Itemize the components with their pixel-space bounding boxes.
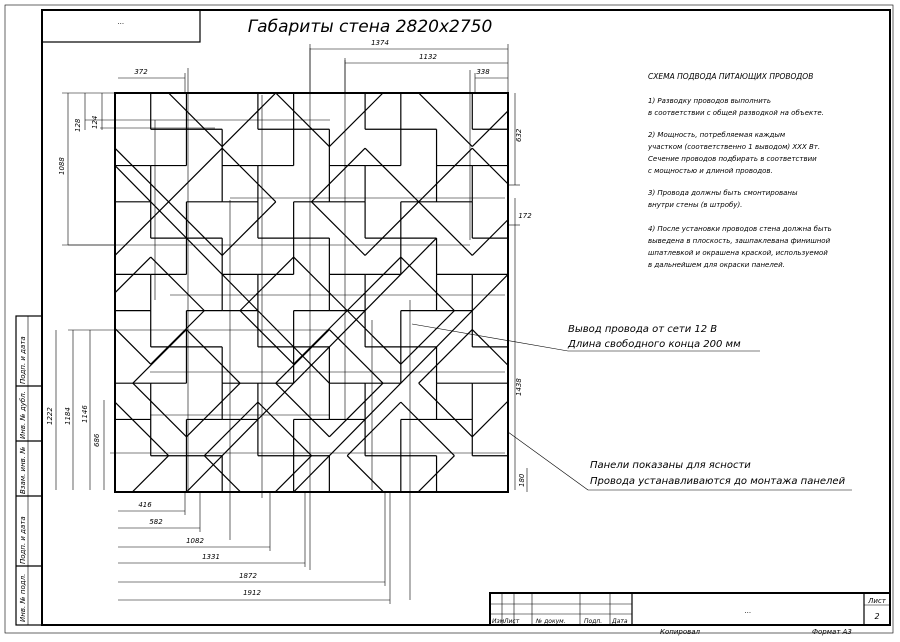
note3-line2: внутри стены (в штробу). [648,201,743,209]
notes-heading: СХЕМА ПОДВОДА ПИТАЮЩИХ ПРОВОДОВ [648,72,814,81]
dim-right-172: 172 [518,212,532,220]
panel-diagonal [240,311,294,365]
drawing-title: Габариты стена 2820х2750 [247,17,493,37]
dim-bottom-1912: 1912 [243,589,261,597]
dim-top-1132: 1132 [419,53,437,61]
panel-diagonal [97,257,151,311]
tb-sheet-label: Лист [868,597,886,605]
dim-top-1374: 1374 [371,39,389,47]
dim-right-1438: 1438 [515,378,523,396]
tb-sheet-number: 2 [874,612,880,621]
dim-right-632: 632 [515,128,523,142]
panel-diagonal [401,257,455,311]
note2-line3: Сечение проводов подбирать в соответствии [648,155,817,163]
panel-diagonal [115,148,169,202]
dim-top-372: 372 [134,68,148,76]
note4-line1: 4) После установки проводов стена должна быть [648,225,832,233]
dim-bottom-1082: 1082 [186,537,204,545]
callout-wire-line2: Длина свободного конца 200 мм [568,339,741,350]
notes-block [647,72,832,269]
dim-bottom-1331: 1331 [202,553,220,561]
top-stamp-text: ... [117,18,125,26]
wall-outline [115,93,508,492]
callout-wire-line1: Вывод провода от сети 12 В [568,324,718,335]
callout-panels-line2: Провода устанавливаются до монтажа панелей [590,476,846,487]
title-block [490,593,890,636]
panel-diagonal [472,39,526,93]
panel-diagonal [312,202,366,256]
tb-header-sign: Подп. [584,618,603,625]
tb-header-doc: № докум. [536,618,566,625]
top-stamp-box [42,10,200,42]
dim-bottom-582: 582 [149,518,163,526]
note2-line1: 2) Мощность, потребляемая каждым [648,131,786,139]
panel-diagonal [276,39,330,93]
note2-line4: с мощностью и длиной проводов. [648,167,773,175]
tb-center: ... [744,607,752,615]
panel-diagonal [151,257,205,311]
panel-diagonal [419,93,473,147]
side-label-5: Инв. № подл. [19,573,27,622]
dim-left-1146: 1146 [81,405,89,423]
note3-line1: 3) Провода должны быть смонтированы [648,189,798,197]
dim-left-1088: 1088 [58,157,66,175]
panel-diagonal [312,148,366,202]
panel-diagonal [61,148,115,202]
dim-left-686: 686 [93,433,101,447]
panel-diagonal [329,93,383,147]
tb-copied: Копировал [660,628,700,636]
panel-diagonal [472,202,526,256]
panel-diagonal [365,148,419,202]
dim-bottom-1872: 1872 [239,572,257,580]
note1-line1: 1) Разводку проводов выполнить [648,97,771,105]
panel-diagonal [204,456,258,510]
panel-diagonal [222,148,276,202]
panel-diagonal [151,311,205,365]
dim-bottom-416: 416 [138,501,152,509]
panel-diagonal [347,257,401,311]
callout-panels-line1: Панели показаны для ясности [590,460,751,471]
panel-diagonal [186,330,240,384]
panel-diagonal [472,330,526,384]
callout-panels [508,432,852,490]
side-label-1: Подп. и дата [19,336,27,384]
panel-diagonal [133,330,187,384]
panel-diagonal [97,311,151,365]
note2-line2: участком (соответственно 1 выводом) ХХХ Вт. [648,143,821,151]
dim-left-1184: 1184 [64,407,72,425]
tb-header-date: Дата [612,618,628,625]
panel-diagonal [169,148,223,202]
note4-line4: в дальнейшем для окраски панелей. [648,261,785,269]
panel-diagonal [419,39,473,93]
tb-header-izm: Изм [492,618,505,625]
panel-diagonal [169,39,223,93]
side-stamp [16,316,42,625]
panel-diagonal [329,39,383,93]
dim-right-180: 180 [518,473,526,487]
dim-left-128: 128 [74,118,82,132]
dim-left-124: 124 [91,115,99,129]
wall-panel-layout [61,39,525,600]
panel-diagonal [61,202,115,256]
side-label-3: Взам. инв. № [19,446,27,494]
panel-diagonal [294,257,348,311]
tb-format: Формат А3 [812,628,852,636]
dim-top-338: 338 [476,68,490,76]
panel-diagonal [419,148,473,202]
panel-diagonal [401,456,455,510]
panel-diagonal [222,39,276,93]
note4-line3: шпатлевкой и окрашена краской, используемой [648,249,828,257]
dim-left-1222: 1222 [46,407,54,425]
panel-diagonal [365,202,419,256]
side-label-2: Инв. № дубл. [19,391,27,439]
panel-diagonal [115,202,169,256]
tb-header-list: Лист [504,618,520,625]
note1-line2: в соответствии с общей разводкой на объекте. [648,109,824,117]
panel-diagonal [472,148,526,202]
panel-diagonal [347,456,401,510]
panel-diagonal [240,257,294,311]
side-label-4: Подп. и дата [19,516,27,564]
panel-diagonal [61,456,115,510]
note4-line2: выведена в плоскость, зашпаклевана финишной [648,237,831,245]
